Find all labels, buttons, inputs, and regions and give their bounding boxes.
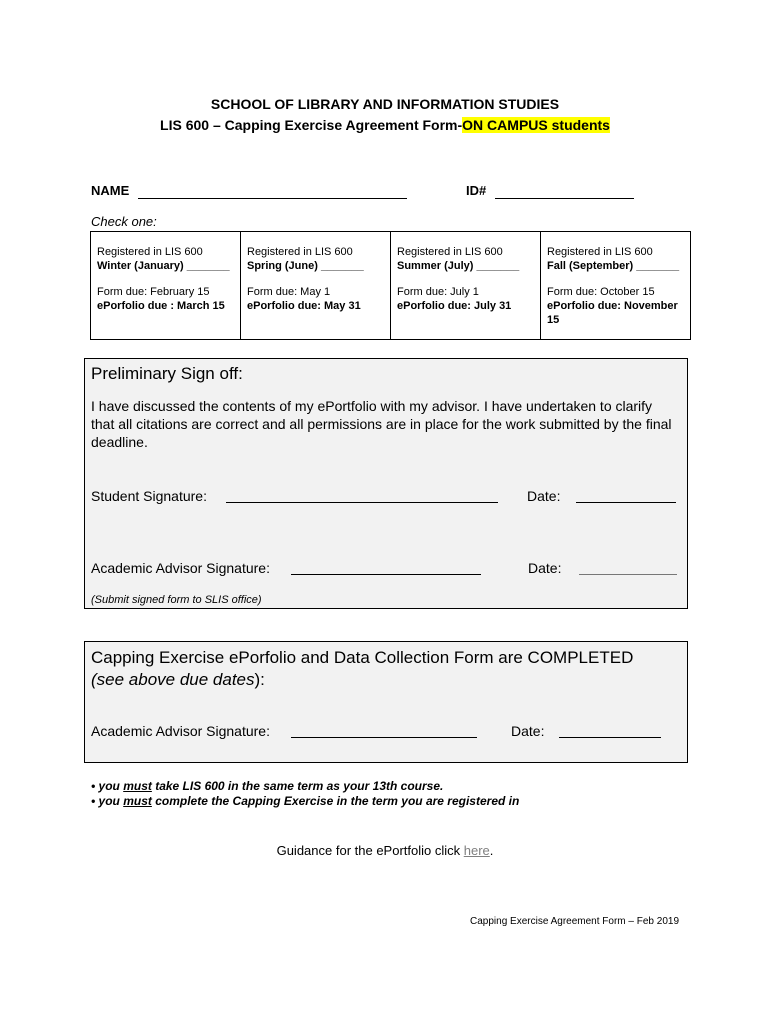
student-signature-label: Student Signature:: [91, 488, 207, 504]
student-date-label: Date:: [527, 488, 561, 504]
guidance-here-link[interactable]: here: [463, 843, 490, 858]
student-signature-field[interactable]: [226, 502, 498, 503]
check-one-label: Check one:: [91, 214, 157, 229]
completed-advisor-signature-field[interactable]: [291, 737, 477, 738]
school-title: SCHOOL OF LIBRARY AND INFORMATION STUDIES: [210, 96, 560, 112]
completed-subheading-tail: ):: [254, 670, 265, 689]
term-eportfolio-due: ePorfolio due: July 31: [397, 300, 512, 312]
guidance-line: [0, 843, 770, 858]
note-2-text: complete the Capping Exercise in the term you are registered in: [151, 794, 520, 808]
preliminary-heading: Preliminary Sign off:: [91, 364, 243, 383]
name-field[interactable]: [138, 198, 407, 199]
completed-subheading-italic: (see above due dates: [91, 670, 255, 689]
advisor-date-label: Date:: [528, 560, 562, 576]
term-options-table: [90, 231, 691, 340]
term-registered: Registered in LIS 600: [547, 246, 653, 258]
note-1-text: take LIS 600 in the same term as your 13th course.: [151, 779, 444, 793]
preliminary-signoff-box: [84, 358, 688, 609]
note-line-2: [91, 794, 519, 809]
completed-date-label: Date:: [511, 723, 545, 739]
term-name: Winter (January) _______: [97, 260, 230, 272]
term-name: Summer (July) _______: [397, 260, 520, 272]
term-registered: Registered in LIS 600: [97, 246, 203, 258]
note-2-must: must: [123, 794, 152, 808]
footer-text: Capping Exercise Agreement Form – Feb 2019: [470, 916, 679, 927]
term-form-due: Form due: February 15: [97, 286, 210, 298]
completed-subheading: [91, 669, 265, 691]
completed-box: [84, 641, 688, 763]
advisor-signature-label: Academic Advisor Signature:: [91, 560, 270, 576]
advisor-date-field[interactable]: [579, 574, 677, 575]
completed-date-field[interactable]: [559, 737, 661, 738]
guidance-text: Guidance for the ePortfolio click: [276, 843, 464, 858]
term-option-winter[interactable]: [91, 232, 241, 340]
guidance-period: .: [489, 843, 494, 858]
requirements-notes: [91, 779, 519, 809]
term-option-spring[interactable]: [241, 232, 391, 340]
term-registered: Registered in LIS 600: [397, 246, 503, 258]
term-eportfolio-due: ePorfolio due: November 15: [547, 300, 678, 326]
note-1-must: must: [123, 779, 152, 793]
note-line-1: [91, 779, 519, 794]
term-option-fall[interactable]: [541, 232, 691, 340]
form-title-highlight: ON CAMPUS students: [462, 117, 610, 133]
note-2-prefix: • you: [91, 794, 124, 808]
submit-note: (Submit signed form to SLIS office): [91, 594, 262, 606]
student-date-field[interactable]: [576, 502, 676, 503]
term-form-due: Form due: May 1: [247, 286, 331, 298]
term-option-summer[interactable]: [391, 232, 541, 340]
term-form-due: Form due: July 1: [397, 286, 479, 298]
term-registered: Registered in LIS 600: [247, 246, 353, 258]
note-1-prefix: • you: [91, 779, 124, 793]
term-form-due: Form due: October 15: [547, 286, 655, 298]
advisor-signature-field[interactable]: [291, 574, 481, 575]
id-label: ID#: [466, 183, 487, 198]
form-title-text: LIS 600 – Capping Exercise Agreement Form-: [160, 117, 463, 133]
term-eportfolio-due: ePorfolio due: May 31: [247, 300, 361, 312]
name-label: NAME: [91, 183, 130, 198]
form-title: [0, 117, 770, 133]
id-field[interactable]: [495, 198, 634, 199]
preliminary-statement: I have discussed the contents of my ePortfolio with my advisor. I have undertaken to clarify that all citations are correct and all permissions are in place for the work submitted by the final deadline.: [91, 398, 672, 450]
completed-advisor-signature-label: Academic Advisor Signature:: [91, 723, 270, 739]
term-name: Fall (September) _______: [547, 260, 680, 272]
term-eportfolio-due: ePorfolio due : March 15: [97, 300, 225, 312]
completed-heading: Capping Exercise ePorfolio and Data Collection Form are COMPLETED: [91, 648, 634, 667]
term-name: Spring (June) _______: [247, 260, 364, 272]
